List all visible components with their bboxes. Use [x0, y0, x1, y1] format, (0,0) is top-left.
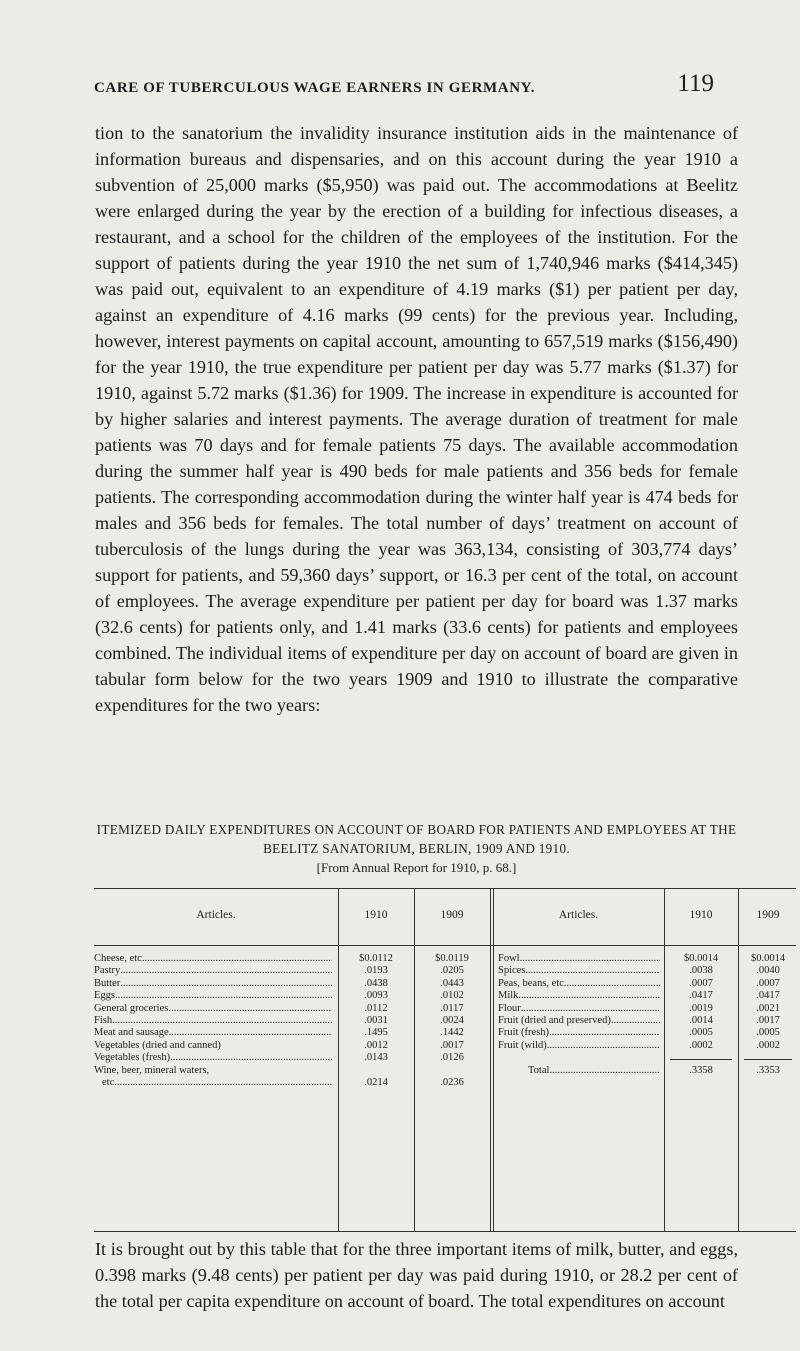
table-row: Fruit (wild) .....: [498, 1040, 660, 1052]
header-rule: [740, 945, 796, 946]
paragraph-text: tion to the sanatorium the invalidity insurance institution aids in the maintenance of information bureaus and dispensaries, and on this account during the year 1910 a subvention of 25,000 marks ($5,950) was paid out. The accommodations at Beelitz were enlarged during the year by the erection of a building for infectious diseases, a restaurant, and a school for the children of the employees of the institution. For the support of patients during the year 1910 the net sum of 1,740,946 marks ($414,345) was paid out, equivalent to an expenditure of 4.19 marks ($1) per patient per day, against an expenditure of 4.16 marks (99 cents) for the previous year. Including, however, interest payments on capital account, amounting to 657,519 marks ($156,490) for the year 1910, the true expenditure per patient per day was 5.77 marks ($1.37) for 1910, against 5.72 marks ($1.36) for 1909. The increase in expenditure is accounted for by higher salaries and interest payments. The average duration of treatment for male patients was 70 days and for female patients 75 days. The available accommodation during the summer half year is 490 beds for male patients and 356 beds for female patients. The corresponding accommodation during the winter half year is 474 beds for males and 356 beds for females. The total number of days’ treatment on account of tuberculosis of the lungs during the year was 363,134, consisting of 303,774 days’ support for patients, and 59,360 days’ support, or 16.3 per cent of the total, on account of employees. The average expenditure per patient per day for board was 1.37 marks (32.6 cents) for patients only, and 1.41 marks (33.6 cents) for patients and employees combined. The individual items of expenditure per day on account of board are given in tabular form below for the two years 1909 and 1910 to illustrate the comparative expenditures for the two years:: [95, 123, 738, 715]
total-rule: [670, 1059, 732, 1060]
table-cell: .0417: [756, 990, 780, 1002]
table-cell: .0417: [689, 990, 713, 1002]
column-divider: [493, 889, 494, 1231]
table-row: Fruit (dried and preserved) .....: [498, 1015, 660, 1027]
total-row: Total .....: [498, 1065, 660, 1077]
column-divider: [738, 889, 739, 1231]
right-1909-column: [740, 888, 796, 1232]
table-cell: .0024: [440, 1015, 464, 1027]
header-articles-right: Articles.: [558, 909, 599, 921]
table-cell: .0014: [689, 1015, 713, 1027]
header-articles-left: Articles.: [196, 909, 236, 921]
table-cell: .0143: [364, 1052, 388, 1064]
table-row: Fruit (fresh) .....: [498, 1027, 660, 1039]
table-row: Pastry .....: [94, 965, 332, 977]
body-paragraph-1: [95, 120, 738, 718]
table-cell: .0002: [756, 1039, 780, 1051]
header-1909-right: 1909: [756, 909, 780, 921]
table-row: Peas, beans, etc .....: [498, 978, 660, 990]
table-cell: .0017: [440, 1039, 464, 1051]
right-articles: [498, 953, 660, 1077]
table-cell: .0002: [689, 1039, 713, 1051]
table-cell: $0.0014: [750, 953, 786, 964]
table-cell: .0007: [756, 977, 780, 989]
table-cell: .0005: [689, 1027, 713, 1039]
left-1910-values: [338, 953, 414, 1089]
expenditure-table: [94, 888, 740, 1232]
running-title: CARE OF TUBERCULOUS WAGE EARNERS IN GERMANY.: [94, 80, 536, 96]
table-row: Meat and sausage .....: [94, 1027, 332, 1039]
table-cell: .0021: [756, 1002, 780, 1014]
table-cell: .0126: [440, 1052, 464, 1064]
table-cell: .0031: [364, 1015, 388, 1027]
table-row: Vegetables (fresh) .....: [94, 1052, 332, 1064]
total-cell: .3353: [756, 1064, 780, 1076]
left-articles: [94, 953, 332, 1089]
table-row: etc .....: [94, 1077, 332, 1089]
table-cell: .0093: [364, 990, 388, 1002]
total-rule: [744, 1059, 792, 1060]
header-1909-left: 1909: [440, 909, 464, 921]
table-cell: .0214: [364, 1077, 388, 1089]
table-cell: .0205: [440, 965, 464, 977]
table-row: Milk .....: [498, 990, 660, 1002]
body-paragraph-2: [95, 1236, 738, 1314]
column-divider: [490, 889, 491, 1231]
table-cell: .1495: [364, 1027, 388, 1039]
table-cell: .0112: [364, 1002, 388, 1014]
page-number: 119: [677, 70, 714, 97]
table-cell: .0007: [689, 977, 713, 989]
table-row: Cheese, etc .....: [94, 953, 332, 965]
table-cell: .0017: [756, 1015, 780, 1027]
table-row: Vegetables (dried and canned): [94, 1039, 221, 1051]
left-1909-values: [414, 953, 490, 1089]
total-cell: .3358: [689, 1064, 713, 1076]
table-cell: $0.0119: [435, 953, 469, 964]
table-row: General groceries .....: [94, 1003, 332, 1015]
table-cell: $0.0112: [359, 953, 393, 964]
table-cell: $0.0014: [683, 953, 719, 964]
table-cell: .0038: [689, 965, 713, 977]
table-row: Wine, beer, mineral waters,: [94, 1064, 210, 1076]
table-cell: .0193: [364, 965, 388, 977]
table-cell: .0117: [440, 1002, 464, 1014]
table-title: ITEMIZED DAILY EXPENDITURES ON ACCOUNT OF BOARD FOR PATIENTS AND EMPLOYEES AT THE BEELITZ SANATORIUM, BERLIN, 1909 AND 1910.: [96, 822, 737, 856]
table-cell: .0236: [440, 1077, 464, 1089]
table-cell: .0019: [689, 1002, 713, 1014]
header-1910-right: 1910: [689, 909, 713, 921]
table-row: Spices .....: [498, 965, 660, 977]
table-row: Fowl .....: [498, 953, 660, 965]
table-cell: .0102: [440, 990, 464, 1002]
table-row: Fish .....: [94, 1015, 332, 1027]
table-cell: .0012: [364, 1039, 388, 1051]
header-1910-left: 1910: [364, 909, 388, 921]
page-header: [94, 68, 714, 104]
table-cell: .0005: [756, 1027, 780, 1039]
table-cell: .0040: [756, 965, 780, 977]
table-cell: .1442: [440, 1027, 464, 1039]
table-row: Eggs .....: [94, 990, 332, 1002]
table-cell: .0443: [440, 977, 464, 989]
header-rule: [94, 945, 740, 946]
table-source: [From Annual Report for 1910, p. 68.]: [316, 860, 517, 875]
table-row: Butter .....: [94, 978, 332, 990]
table-cell: .0438: [364, 977, 388, 989]
table-row: Flour .....: [498, 1003, 660, 1015]
paragraph-text: It is brought out by this table that for the three important items of milk, butter, and eggs, 0.398 marks (9.48 cents) per patient per day was paid during 1910, or 28.2 per cent of the total per capita expenditure on account of board. The total expenditures on account: [95, 1239, 738, 1311]
